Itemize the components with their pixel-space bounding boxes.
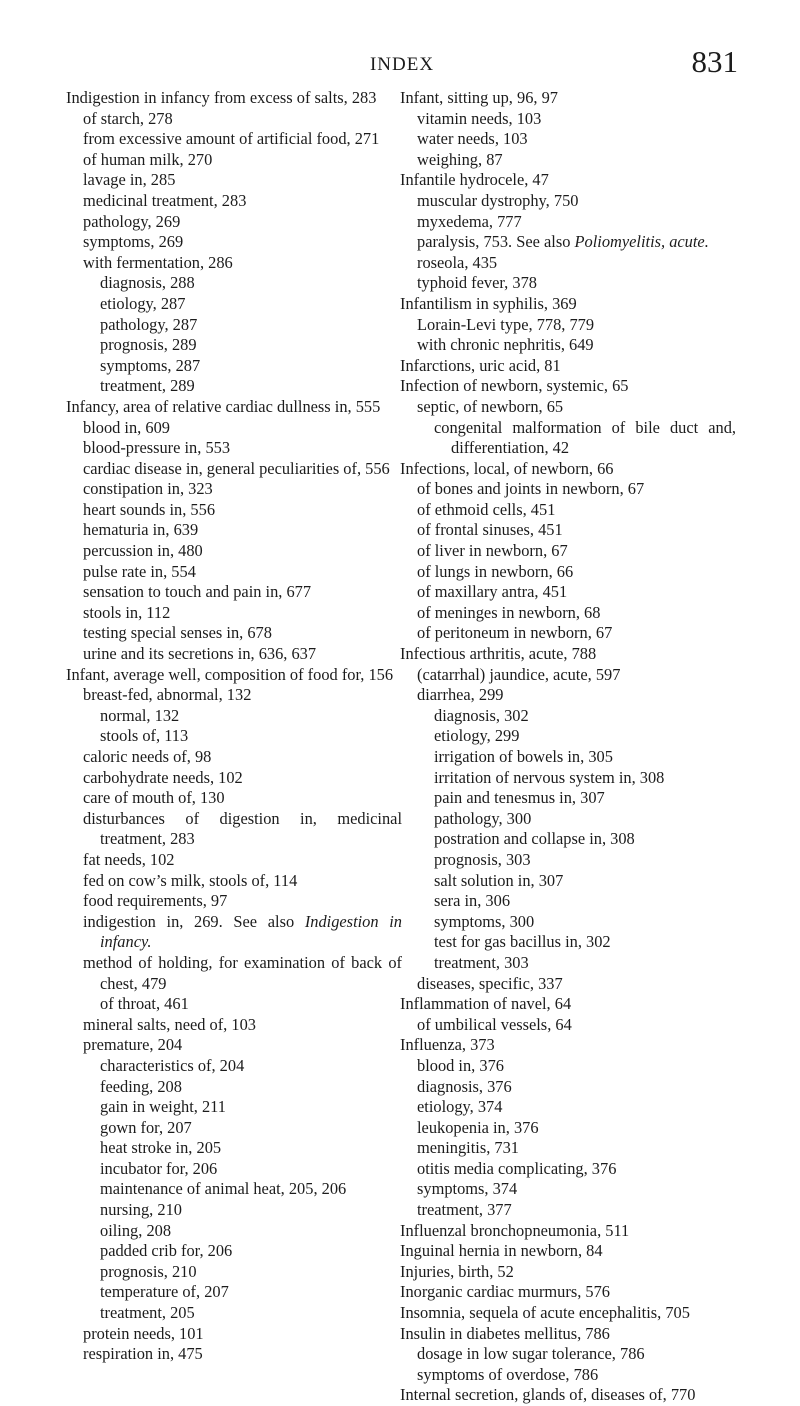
index-entry	[400, 1385, 736, 1406]
index-entry	[66, 912, 402, 953]
index-entry-text: septic, of newborn, 65	[417, 396, 564, 416]
index-entry-text: Infections, local, of newborn, 66	[400, 458, 614, 478]
index-entry-text: Insomnia, sequela of acute encephalitis, 705	[400, 1303, 690, 1323]
index-entry	[400, 479, 736, 500]
index-entry	[66, 191, 402, 212]
index-entry	[66, 665, 402, 686]
index-entry	[400, 1241, 736, 1262]
index-entry	[66, 1221, 402, 1242]
index-entry-text: of liver in newborn, 67	[417, 541, 568, 561]
index-entry-text: of bones and joints in newborn, 67	[417, 479, 645, 499]
index-entry-text: Inguinal hernia in newborn, 84	[400, 1241, 603, 1261]
index-entry-text: oiling, 208	[100, 1220, 172, 1240]
index-entry	[66, 1159, 402, 1180]
index-entry-text: of lungs in newborn, 66	[417, 561, 574, 581]
index-entry-text: paralysis, 753. See also	[417, 232, 575, 252]
index-entry-text: treatment, 289	[100, 376, 195, 396]
index-entry-text: protein needs, 101	[83, 1323, 204, 1343]
index-entry-text: Injuries, birth, 52	[400, 1261, 514, 1281]
index-entry	[66, 809, 402, 850]
index-entry	[400, 212, 736, 233]
index-entry	[400, 150, 736, 171]
index-entry	[66, 1262, 402, 1283]
index-entry-text: indigestion in, 269. See also	[83, 911, 305, 931]
index-entry-text: vitamin needs, 103	[417, 108, 542, 128]
index-entry-text: Influenza, 373	[400, 1035, 495, 1055]
index-entry-text: of ethmoid cells, 451	[417, 499, 556, 519]
index-entry-text: blood-pressure in, 553	[83, 438, 231, 458]
index-entry	[400, 109, 736, 130]
index-entry	[400, 623, 736, 644]
index-entry-text: Infant, average well, composition of food for, 156	[66, 664, 394, 684]
index-entry-text: Infectious arthritis, acute, 788	[400, 644, 597, 664]
index-entry	[66, 747, 402, 768]
index-entry	[66, 129, 402, 150]
index-entry-text: temperature of, 207	[100, 1282, 229, 1302]
index-entry-text: diagnosis, 376	[417, 1076, 512, 1096]
index-entry-text: irrigation of bowels in, 305	[434, 747, 613, 766]
index-entry-text: padded crib for, 206	[100, 1241, 233, 1261]
index-entry-text: typhoid fever, 378	[417, 273, 537, 293]
index-entry-text: sensation to touch and pain in, 677	[83, 582, 312, 602]
index-entry	[66, 1324, 402, 1345]
index-entry	[400, 253, 736, 274]
index-entry	[400, 953, 736, 974]
index-entry-text: pathology, 269	[83, 211, 181, 231]
index-entry	[400, 726, 736, 747]
index-entry-text: of peritoneum in newborn, 67	[417, 623, 613, 643]
index-entry	[66, 644, 402, 665]
index-entry-text: roseola, 435	[417, 252, 498, 272]
index-entry-text: stools in, 112	[83, 602, 171, 622]
index-entry-text: cardiac disease in, general peculiarities of, 556	[83, 458, 390, 478]
index-entry	[400, 809, 736, 830]
index-entry	[400, 1118, 736, 1139]
index-entry	[66, 726, 402, 747]
index-entry	[400, 974, 736, 995]
index-entry-text: symptoms of overdose, 786	[417, 1364, 599, 1384]
index-entry	[66, 294, 402, 315]
index-entry	[66, 438, 402, 459]
index-entry	[66, 582, 402, 603]
index-entry	[400, 1097, 736, 1118]
index-entry	[66, 1035, 402, 1056]
index-entry-text: normal, 132	[100, 705, 180, 725]
index-entry	[400, 829, 736, 850]
index-entry	[400, 932, 736, 953]
index-entry	[66, 788, 402, 809]
index-entry	[400, 685, 736, 706]
index-entry-text: treatment, 377	[417, 1200, 512, 1220]
index-entry-text: Influenzal bronchopneumonia, 511	[400, 1220, 630, 1240]
index-entry-text: Inorganic cardiac murmurs, 576	[400, 1282, 610, 1302]
index-entry	[66, 623, 402, 644]
index-entry	[400, 294, 736, 315]
index-entry	[66, 376, 402, 397]
index-entry	[66, 232, 402, 253]
index-entry	[400, 418, 736, 459]
index-column-right	[400, 88, 736, 1406]
index-entry	[400, 562, 736, 583]
index-entry-text: Infection of newborn, systemic, 65	[400, 376, 629, 396]
index-entry	[400, 768, 736, 789]
index-entry-text: from excessive amount of artificial food, 271	[83, 129, 380, 149]
index-entry	[66, 418, 402, 439]
index-entry-text: Infancy, area of relative cardiac dullness in, 555	[66, 396, 381, 416]
index-entry	[400, 582, 736, 603]
index-entry-text: fed on cow’s milk, stools of, 114	[83, 870, 298, 890]
index-entry-text: with chronic nephritis, 649	[417, 335, 594, 355]
index-entry-text: diarrhea, 299	[417, 685, 504, 705]
index-entry	[66, 500, 402, 521]
index-entry-text: incubator for, 206	[100, 1158, 218, 1178]
index-entry	[66, 562, 402, 583]
index-entry-text: Lorain-Levi type, 778, 779	[417, 314, 595, 334]
index-entry-text: etiology, 374	[417, 1097, 503, 1117]
index-entry	[66, 459, 402, 480]
index-entry-text: Insulin in diabetes mellitus, 786	[400, 1323, 610, 1343]
index-entry-text: symptoms, 300	[434, 911, 535, 931]
index-entry-text: water needs, 103	[417, 129, 528, 149]
index-entry-text: of throat, 461	[100, 994, 189, 1014]
running-title: INDEX	[369, 54, 435, 75]
index-entry	[66, 953, 402, 994]
index-entry-text: treatment, 303	[434, 952, 529, 972]
index-entry-text: diagnosis, 288	[100, 273, 195, 293]
index-entry-text: pathology, 300	[434, 808, 532, 828]
index-entry	[66, 150, 402, 171]
index-entry	[66, 603, 402, 624]
index-column-left	[66, 88, 402, 1365]
index-entry	[66, 109, 402, 130]
index-entry-text: method of holding, for examination of back of chest, 479	[83, 952, 402, 993]
index-entry-text: symptoms, 374	[417, 1179, 518, 1199]
index-entry-text: medicinal treatment, 283	[83, 190, 247, 210]
index-entry-text: Inflammation of navel, 64	[400, 994, 572, 1014]
index-entry	[66, 1303, 402, 1324]
index-entry	[66, 706, 402, 727]
index-entry	[400, 788, 736, 809]
index-entry-text: diseases, specific, 337	[417, 973, 563, 993]
index-entry-text: mineral salts, need of, 103	[83, 1014, 256, 1034]
index-entry-text: blood in, 609	[83, 417, 170, 437]
index-entry	[66, 1200, 402, 1221]
index-entry-text: pulse rate in, 554	[83, 561, 196, 581]
index-entry	[66, 685, 402, 706]
index-entry-text: of frontal sinuses, 451	[417, 520, 563, 540]
index-entry	[400, 1138, 736, 1159]
index-entry	[66, 1118, 402, 1139]
index-entry	[66, 850, 402, 871]
index-entry	[400, 747, 736, 768]
index-entry	[400, 232, 736, 253]
index-entry	[400, 1077, 736, 1098]
index-entry-text: of umbilical vessels, 64	[417, 1014, 572, 1034]
index-entry	[400, 459, 736, 480]
index-entry-text: Infarctions, uric acid, 81	[400, 355, 561, 375]
page-number: 831	[691, 44, 738, 79]
index-entry-text: postration and collapse in, 308	[434, 829, 635, 849]
index-entry-text: testing special senses in, 678	[83, 623, 272, 643]
index-entry	[400, 520, 736, 541]
index-entry-text: food requirements, 97	[83, 891, 228, 911]
index-entry	[400, 273, 736, 294]
index-entry-text: constipation in, 323	[83, 479, 213, 499]
index-entry-text: Infantile hydrocele, 47	[400, 170, 549, 190]
index-entry	[400, 129, 736, 150]
index-entry	[400, 1015, 736, 1036]
index-entry-text: sera in, 306	[434, 891, 511, 911]
index-entry-text: weighing, 87	[417, 149, 503, 169]
index-entry	[400, 706, 736, 727]
index-entry	[400, 500, 736, 521]
index-entry	[400, 1344, 736, 1365]
index-entry	[66, 1179, 402, 1200]
index-entry-text: maintenance of animal heat, 205, 206	[100, 1179, 347, 1199]
index-entry-text: of maxillary antra, 451	[417, 582, 568, 602]
index-entry	[400, 644, 736, 665]
index-entry	[400, 1179, 736, 1200]
index-entry	[66, 768, 402, 789]
index-entry	[400, 871, 736, 892]
index-entry-text: salt solution in, 307	[434, 870, 564, 890]
index-entry-text: (catarrhal) jaundice, acute, 597	[417, 664, 621, 684]
index-entry-text: heat stroke in, 205	[100, 1138, 222, 1158]
index-entry-text: of starch, 278	[83, 108, 173, 128]
index-entry-text: etiology, 287	[100, 293, 186, 313]
index-entry	[400, 1159, 736, 1180]
index-entry	[400, 1035, 736, 1056]
index-entry	[400, 850, 736, 871]
index-entry-text: leukopenia in, 376	[417, 1117, 539, 1137]
index-entry	[66, 1344, 402, 1365]
index-entry	[400, 1365, 736, 1386]
index-entry-text: of human milk, 270	[83, 149, 213, 169]
index-entry-text: prognosis, 303	[434, 849, 531, 869]
index-entry-text: fat needs, 102	[83, 849, 175, 869]
index-entry	[400, 1303, 736, 1324]
index-entry-text: breast-fed, abnormal, 132	[83, 685, 252, 705]
index-entry	[400, 315, 736, 336]
index-entry	[400, 665, 736, 686]
index-entry-text: myxedema, 777	[417, 211, 522, 231]
index-entry	[400, 1282, 736, 1303]
index-entry	[66, 1282, 402, 1303]
index-entry	[400, 541, 736, 562]
index-entry-text: characteristics of, 204	[100, 1055, 245, 1075]
index-entry-text: hematuria in, 639	[83, 520, 199, 540]
index-entry-text: treatment, 205	[100, 1303, 195, 1323]
index-entry-text: of meninges in newborn, 68	[417, 602, 601, 622]
index-entry	[66, 891, 402, 912]
index-entry-text: care of mouth of, 130	[83, 788, 225, 808]
index-entry	[400, 1200, 736, 1221]
index-entry	[66, 212, 402, 233]
index-entry-text: Internal secretion, glands of, diseases of, 770	[400, 1385, 696, 1405]
index-entry-text: Infantilism in syphilis, 369	[400, 293, 577, 313]
index-entry	[400, 994, 736, 1015]
index-entry	[400, 335, 736, 356]
index-entry	[400, 1324, 736, 1345]
index-entry	[400, 1262, 736, 1283]
index-entry-text: irritation of nervous system in, 308	[434, 767, 665, 787]
page-header	[66, 44, 738, 82]
index-entry-text: respiration in, 475	[83, 1344, 203, 1364]
index-entry-text: Indigestion in infancy from excess of salts, 283	[66, 88, 377, 107]
index-entry-text: dosage in low sugar tolerance, 786	[417, 1344, 645, 1364]
index-entry-text: caloric needs of, 98	[83, 747, 212, 766]
index-entry	[66, 1138, 402, 1159]
index-entry-text: pain and tenesmus in, 307	[434, 788, 605, 808]
index-entry	[66, 1077, 402, 1098]
index-entry-text: otitis media complicating, 376	[417, 1158, 617, 1178]
index-entry	[66, 1241, 402, 1262]
index-entry-text: blood in, 376	[417, 1055, 504, 1075]
index-entry-text: diagnosis, 302	[434, 705, 529, 725]
index-entry	[400, 356, 736, 377]
index-cross-reference: Indigestion in infancy.	[100, 911, 402, 952]
index-entry	[66, 397, 402, 418]
index-entry	[400, 1056, 736, 1077]
index-entry-text: with fermentation, 286	[83, 252, 233, 272]
index-entry-text: symptoms, 287	[100, 355, 201, 375]
index-entry-text: Infant, sitting up, 96, 97	[400, 88, 558, 107]
index-entry-text: stools of, 113	[100, 726, 189, 746]
index-entry	[66, 541, 402, 562]
index-entry-text: etiology, 299	[434, 726, 520, 746]
index-entry	[66, 479, 402, 500]
index-entry	[400, 191, 736, 212]
index-entry	[66, 273, 402, 294]
index-entry-text: gain in weight, 211	[100, 1097, 226, 1117]
index-entry	[66, 994, 402, 1015]
index-entry-text: prognosis, 289	[100, 335, 197, 355]
index-entry	[66, 88, 402, 109]
index-entry	[66, 1097, 402, 1118]
index-entry-text: percussion in, 480	[83, 541, 203, 561]
index-entry	[400, 891, 736, 912]
index-entry-text: premature, 204	[83, 1035, 183, 1055]
index-entry	[66, 315, 402, 336]
index-entry-text: prognosis, 210	[100, 1261, 197, 1281]
index-entry	[66, 253, 402, 274]
index-cross-reference: Poliomyelitis, acute.	[574, 232, 709, 252]
index-entry	[400, 1221, 736, 1242]
index-entry-text: disturbances of digestion in, medicinal treatment, 283	[83, 808, 402, 849]
index-entry	[400, 603, 736, 624]
index-entry	[400, 88, 736, 109]
index-entry	[66, 520, 402, 541]
index-entry	[66, 1056, 402, 1077]
index-entry	[66, 356, 402, 377]
index-entry	[400, 397, 736, 418]
index-entry	[66, 871, 402, 892]
index-entry-text: congenital malformation of bile duct and, differentiation, 42	[434, 417, 736, 458]
index-entry-text: pathology, 287	[100, 314, 198, 334]
index-entry	[400, 376, 736, 397]
index-entry	[66, 1015, 402, 1036]
index-entry	[400, 912, 736, 933]
index-entry-text: nursing, 210	[100, 1200, 182, 1220]
index-entry-text: symptoms, 269	[83, 232, 184, 252]
index-entry-text: lavage in, 285	[83, 170, 176, 190]
index-entry-text: muscular dystrophy, 750	[417, 190, 579, 210]
index-entry	[400, 170, 736, 191]
index-entry	[66, 335, 402, 356]
index-entry-text: urine and its secretions in, 636, 637	[83, 644, 317, 664]
index-entry-text: heart sounds in, 556	[83, 499, 216, 519]
index-entry	[66, 170, 402, 191]
index-entry-text: test for gas bacillus in, 302	[434, 932, 611, 952]
index-entry-text: gown for, 207	[100, 1117, 192, 1137]
index-entry-text: feeding, 208	[100, 1076, 182, 1096]
index-entry-text: meningitis, 731	[417, 1138, 519, 1158]
index-entry-text: carbohydrate needs, 102	[83, 767, 243, 787]
